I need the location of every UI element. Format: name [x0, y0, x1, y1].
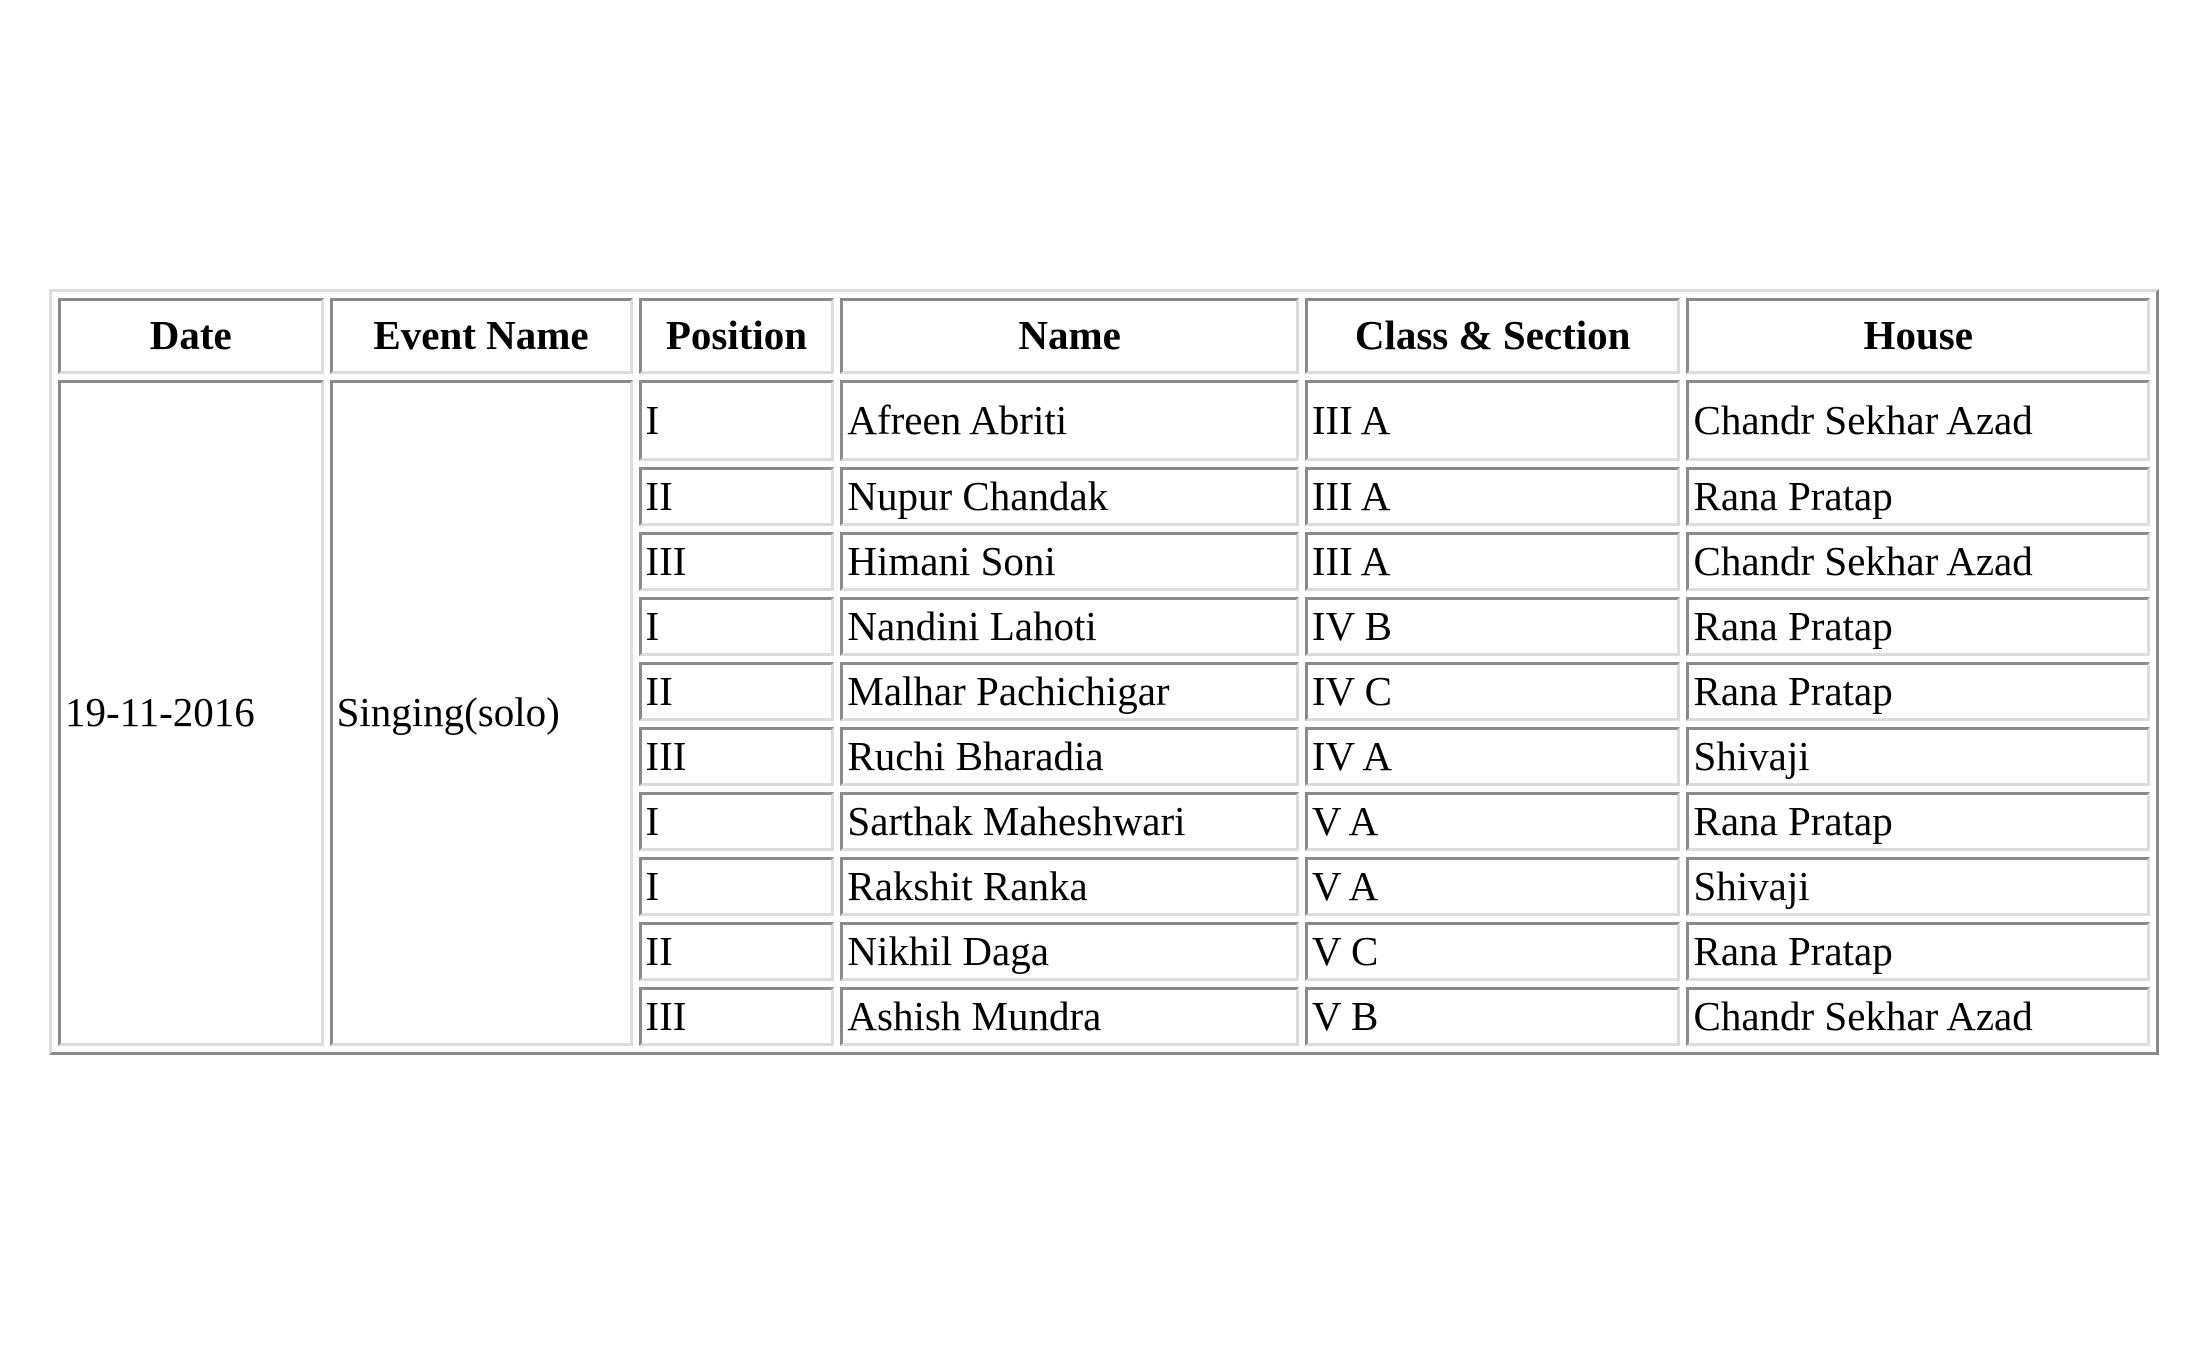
header-class-section: Class & Section — [1305, 298, 1681, 374]
event-name-cell: Singing(solo) — [330, 380, 633, 1046]
house-cell: Chandr Sekhar Azad — [1686, 532, 2150, 591]
position-cell: II — [639, 922, 835, 981]
house-cell: Rana Pratap — [1686, 467, 2150, 526]
class-section-cell: III A — [1305, 467, 1681, 526]
header-name: Name — [840, 298, 1298, 374]
name-cell: Nupur Chandak — [840, 467, 1298, 526]
position-cell: II — [639, 662, 835, 721]
class-section-cell: V B — [1305, 987, 1681, 1046]
name-cell: Nikhil Daga — [840, 922, 1298, 981]
table-body — [58, 380, 2150, 1046]
position-cell: III — [639, 532, 835, 591]
house-cell: Rana Pratap — [1686, 792, 2150, 851]
position-cell: I — [639, 380, 835, 461]
name-cell: Himani Soni — [840, 532, 1298, 591]
header-house: House — [1686, 298, 2150, 374]
name-cell: Ashish Mundra — [840, 987, 1298, 1046]
position-cell: I — [639, 597, 835, 656]
header-position: Position — [639, 298, 835, 374]
name-cell: Sarthak Maheshwari — [840, 792, 1298, 851]
house-cell: Chandr Sekhar Azad — [1686, 380, 2150, 461]
table-header — [58, 298, 2150, 374]
header-event-name: Event Name — [330, 298, 633, 374]
house-cell: Chandr Sekhar Azad — [1686, 987, 2150, 1046]
class-section-cell: V A — [1305, 857, 1681, 916]
class-section-cell: IV C — [1305, 662, 1681, 721]
date-cell: 19-11-2016 — [58, 380, 324, 1046]
header-row — [58, 298, 2150, 374]
class-section-cell: III A — [1305, 532, 1681, 591]
class-section-cell: IV A — [1305, 727, 1681, 786]
name-cell: Nandini Lahoti — [840, 597, 1298, 656]
position-cell: III — [639, 727, 835, 786]
house-cell: Shivaji — [1686, 857, 2150, 916]
house-cell: Shivaji — [1686, 727, 2150, 786]
name-cell: Malhar Pachichigar — [840, 662, 1298, 721]
house-cell: Rana Pratap — [1686, 597, 2150, 656]
name-cell: Ruchi Bharadia — [840, 727, 1298, 786]
position-cell: I — [639, 792, 835, 851]
class-section-cell: V C — [1305, 922, 1681, 981]
table-row — [58, 380, 2150, 461]
class-section-cell: IV B — [1305, 597, 1681, 656]
header-date: Date — [58, 298, 324, 374]
class-section-cell: V A — [1305, 792, 1681, 851]
position-cell: III — [639, 987, 835, 1046]
house-cell: Rana Pratap — [1686, 922, 2150, 981]
position-cell: II — [639, 467, 835, 526]
name-cell: Afreen Abriti — [840, 380, 1298, 461]
class-section-cell: III A — [1305, 380, 1681, 461]
results-table — [49, 289, 2159, 1055]
house-cell: Rana Pratap — [1686, 662, 2150, 721]
position-cell: I — [639, 857, 835, 916]
name-cell: Rakshit Ranka — [840, 857, 1298, 916]
